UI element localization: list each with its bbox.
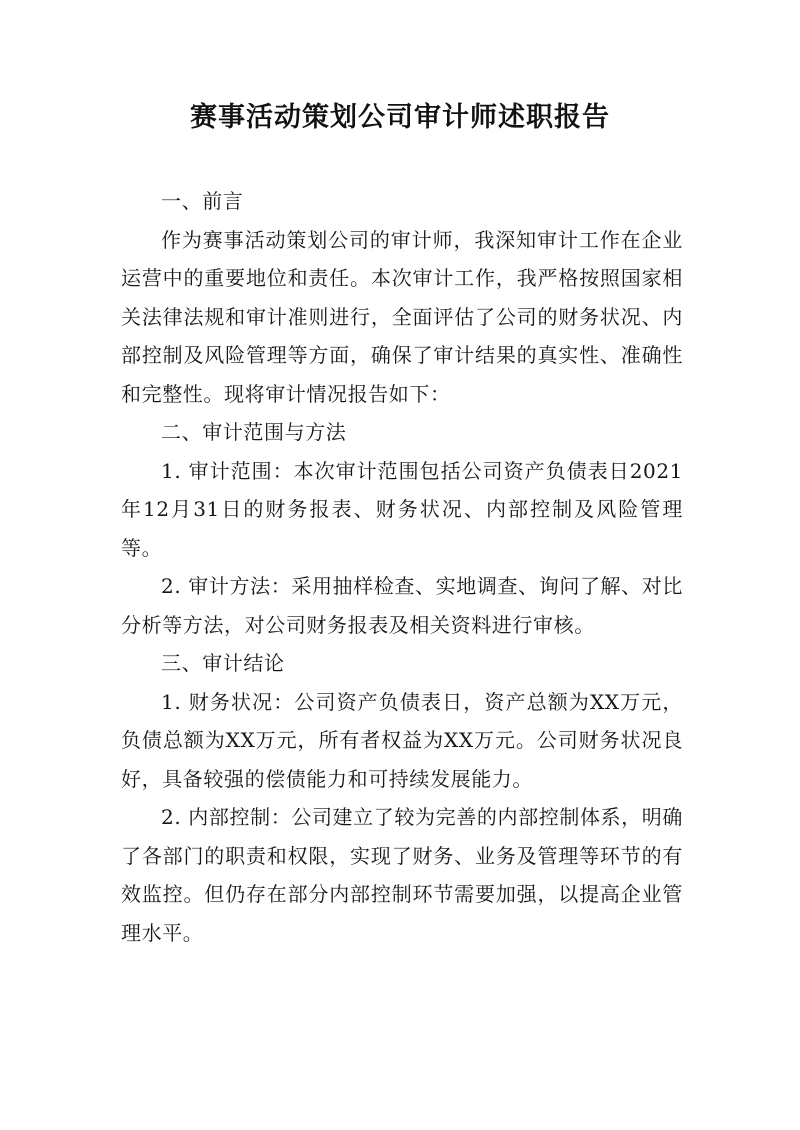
- section-heading-scope-method: 二、审计范围与方法: [161, 420, 347, 444]
- document-title: 赛事活动策划公司审计师述职报告: [190, 102, 610, 133]
- paragraph-audit-method: 2. 审计方法：采用抽样检查、实地调查、询问了解、对比分析等方法，对公司财务报表及相关资料进行审核。: [121, 574, 683, 637]
- paragraph-preface: 作为赛事活动策划公司的审计师，我深知审计工作在企业运营中的重要地位和责任。本次审计工作，我严格按照国家相关法律法规和审计准则进行，全面评估了公司的财务状况、内部控制及风险管理等方面，确保了审计结果的真实性、准确性和完整性。现将审计情况报告如下：: [121, 227, 683, 406]
- document-body: [121, 182, 683, 952]
- section-heading-conclusion: 三、审计结论: [161, 651, 285, 675]
- paragraph-financial-status: 1. 财务状况：公司资产负债表日，资产总额为XX万元，负债总额为XX万元，所有者权益为XX万元。公司财务状况良好，具备较强的偿债能力和可持续发展能力。: [121, 689, 683, 791]
- paragraph-audit-scope: 1. 审计范围：本次审计范围包括公司资产负债表日2021年12月31日的财务报表、财务状况、内部控制及风险管理等。: [121, 458, 683, 560]
- paragraph-internal-control: 2. 内部控制：公司建立了较为完善的内部控制体系，明确了各部门的职责和权限，实现了财务、业务及管理等环节的有效监控。但仍存在部分内部控制环节需要加强，以提高企业管理水平。: [121, 805, 683, 945]
- section-heading-preface: 一、前言: [161, 189, 244, 213]
